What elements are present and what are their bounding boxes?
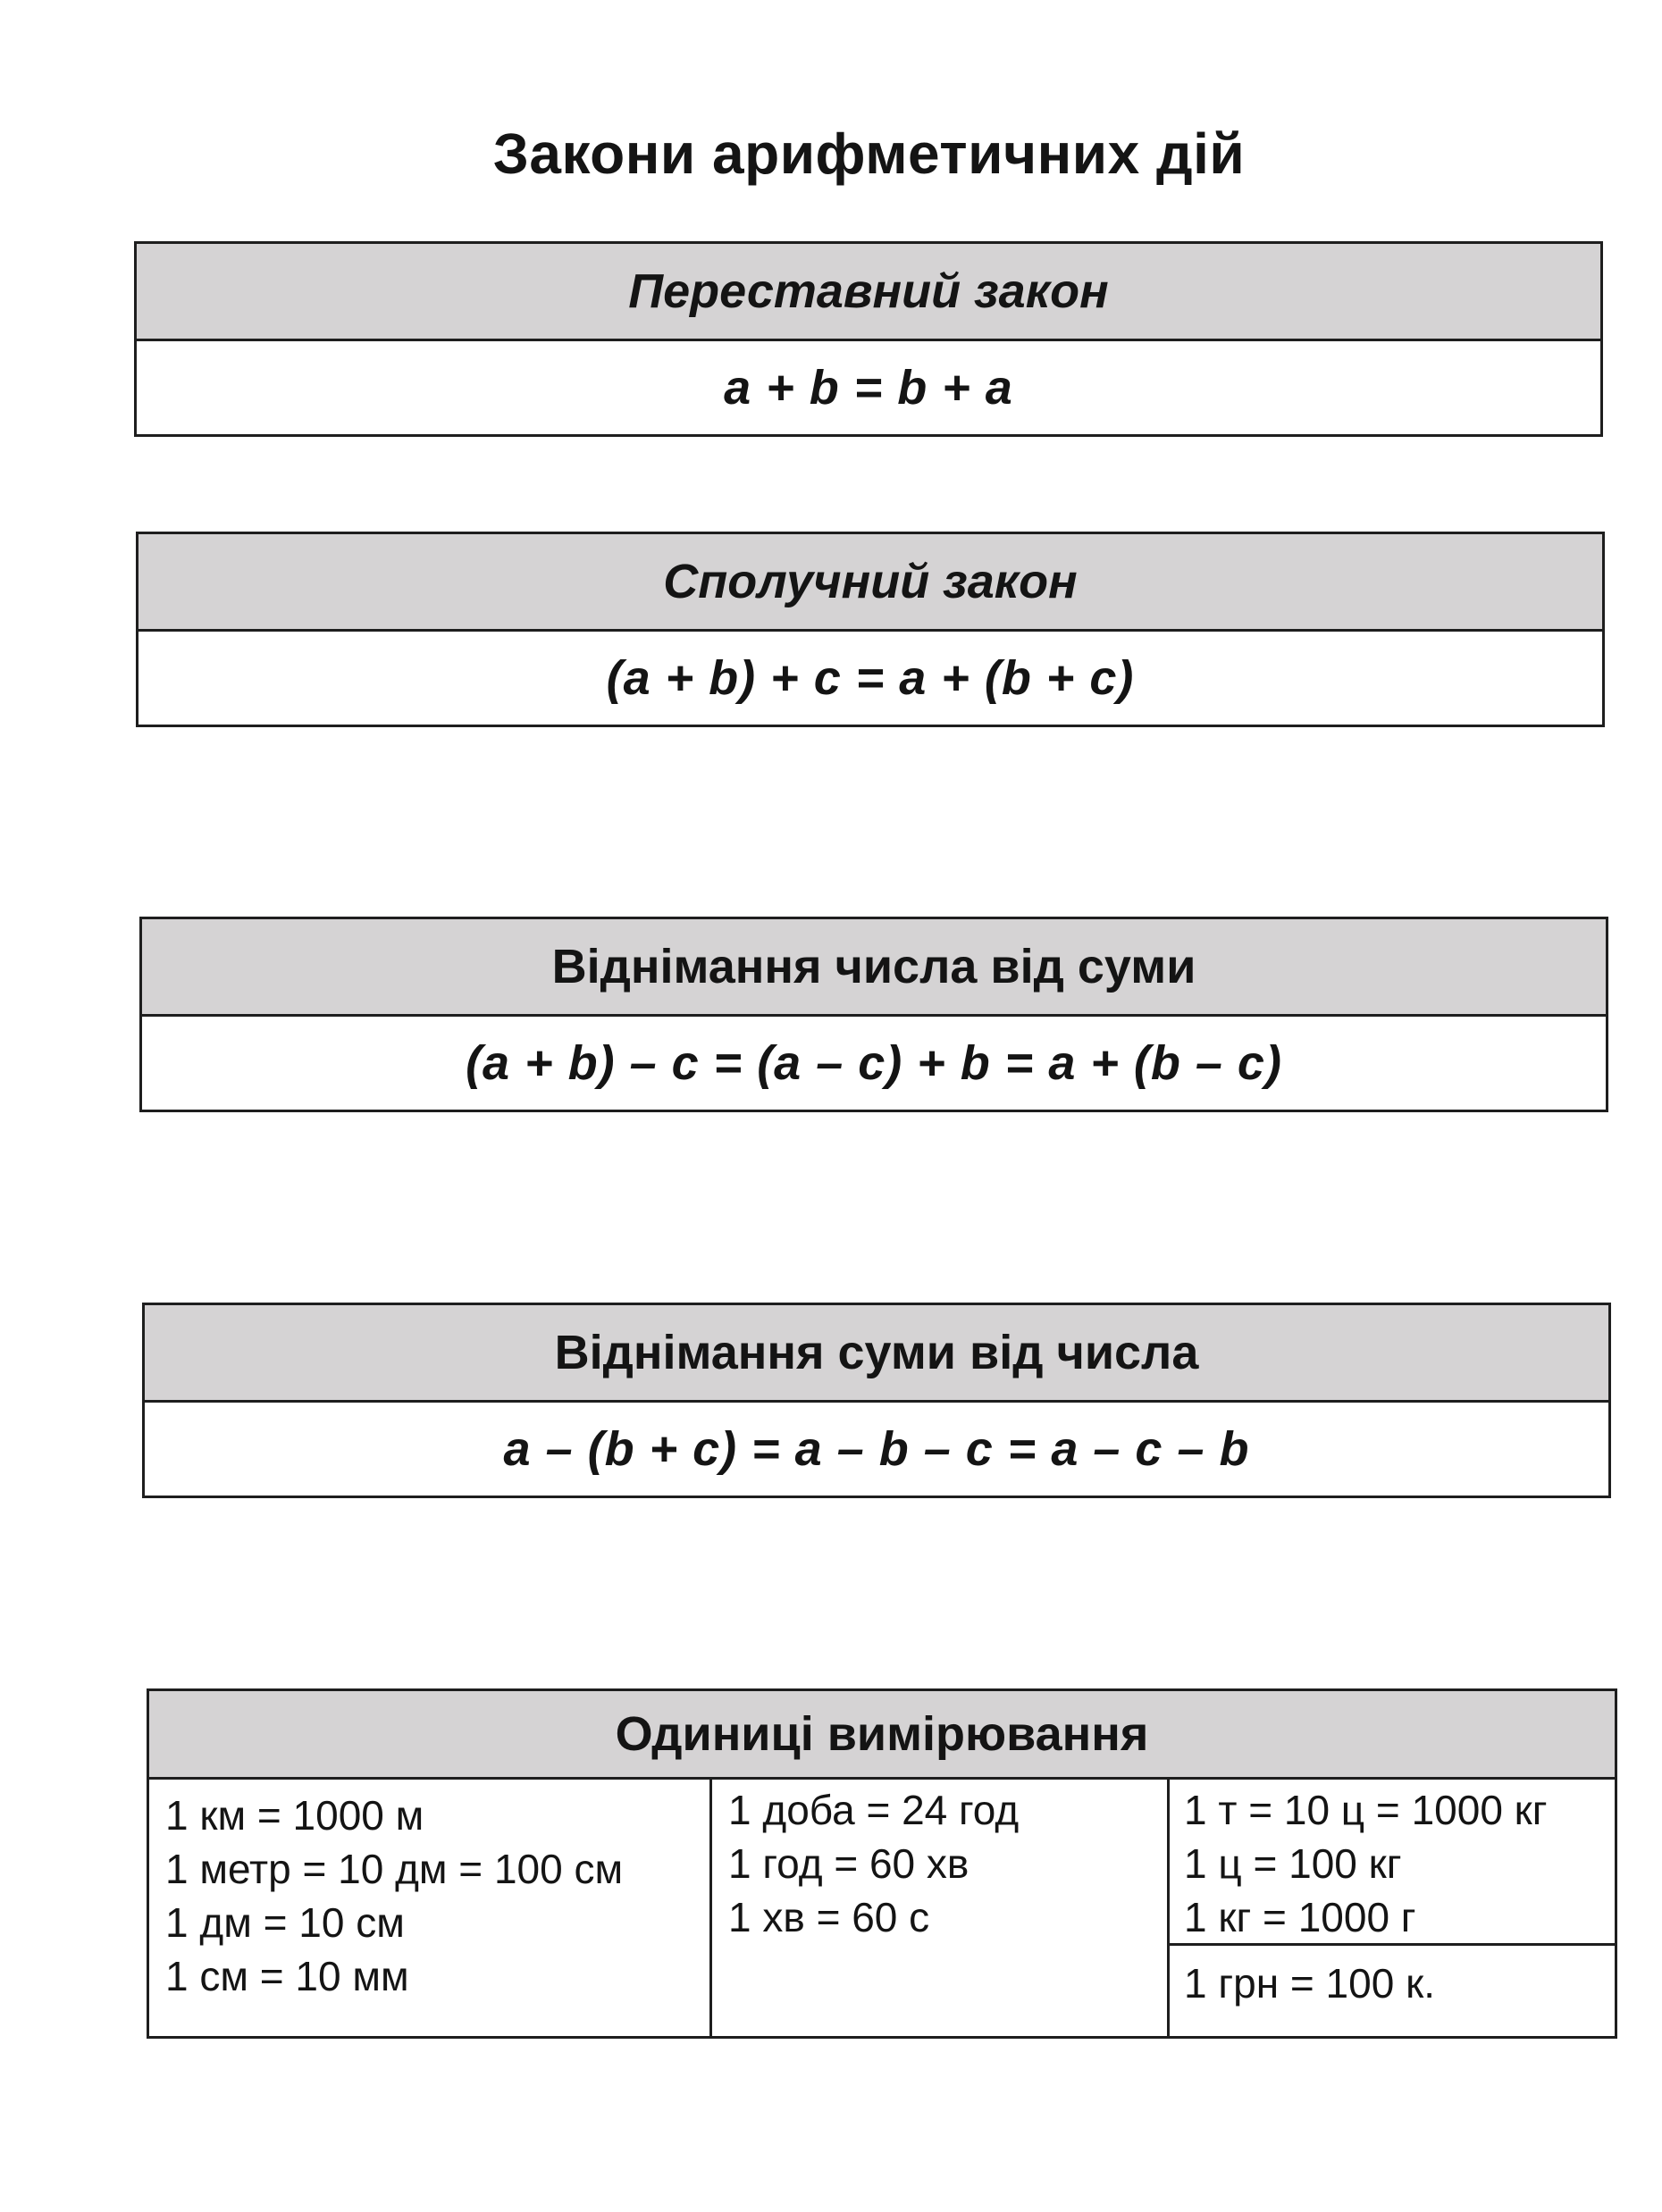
law-formula: a + b = b + a — [724, 361, 1013, 415]
units-mass-money-column — [1170, 1780, 1615, 2036]
unit-line: 1 км = 1000 м — [165, 1792, 424, 1839]
unit-line: 1 кг = 1000 г — [1184, 1894, 1416, 1940]
law-formula: (a + b) + c = a + (b + c) — [606, 651, 1135, 705]
units-time-column — [712, 1780, 1170, 2036]
law-subtract-number-from-sum — [139, 917, 1608, 1112]
law-title: Переставний закон — [137, 244, 1600, 341]
units-money-cell — [1170, 1946, 1615, 2036]
units-title: Одиниці вимірювання — [149, 1691, 1615, 1780]
page-title: Закони арифметичних дій — [492, 121, 1246, 186]
law-title: Сполучний закон — [138, 534, 1602, 632]
unit-line: 1 грн = 100 к. — [1184, 1960, 1435, 2007]
law-commutative — [134, 241, 1603, 437]
unit-line: 1 дм = 10 см — [165, 1899, 405, 1946]
unit-line: 1 ц = 100 кг — [1184, 1840, 1402, 1887]
unit-line: 1 год = 60 хв — [728, 1840, 970, 1887]
law-subtract-sum-from-number — [142, 1303, 1611, 1498]
unit-line: 1 см = 10 мм — [165, 1953, 409, 1999]
unit-line: 1 метр = 10 дм = 100 см — [165, 1846, 624, 1892]
law-title: Віднімання числа від суми — [142, 919, 1606, 1017]
law-associative — [136, 532, 1605, 727]
law-formula: (a + b) – c = (a – c) + b = a + (b – c) — [466, 1036, 1282, 1090]
unit-line: 1 доба = 24 год — [728, 1787, 1020, 1833]
law-title: Віднімання суми від числа — [145, 1305, 1608, 1403]
units-length-column — [149, 1780, 712, 2036]
unit-line: 1 хв = 60 с — [728, 1894, 930, 1940]
unit-line: 1 т = 10 ц = 1000 кг — [1184, 1787, 1548, 1833]
units-mass-cell — [1170, 1780, 1615, 1946]
law-formula: a – (b + c) = a – b – c = a – c – b — [503, 1422, 1250, 1476]
units-table — [147, 1688, 1617, 2039]
